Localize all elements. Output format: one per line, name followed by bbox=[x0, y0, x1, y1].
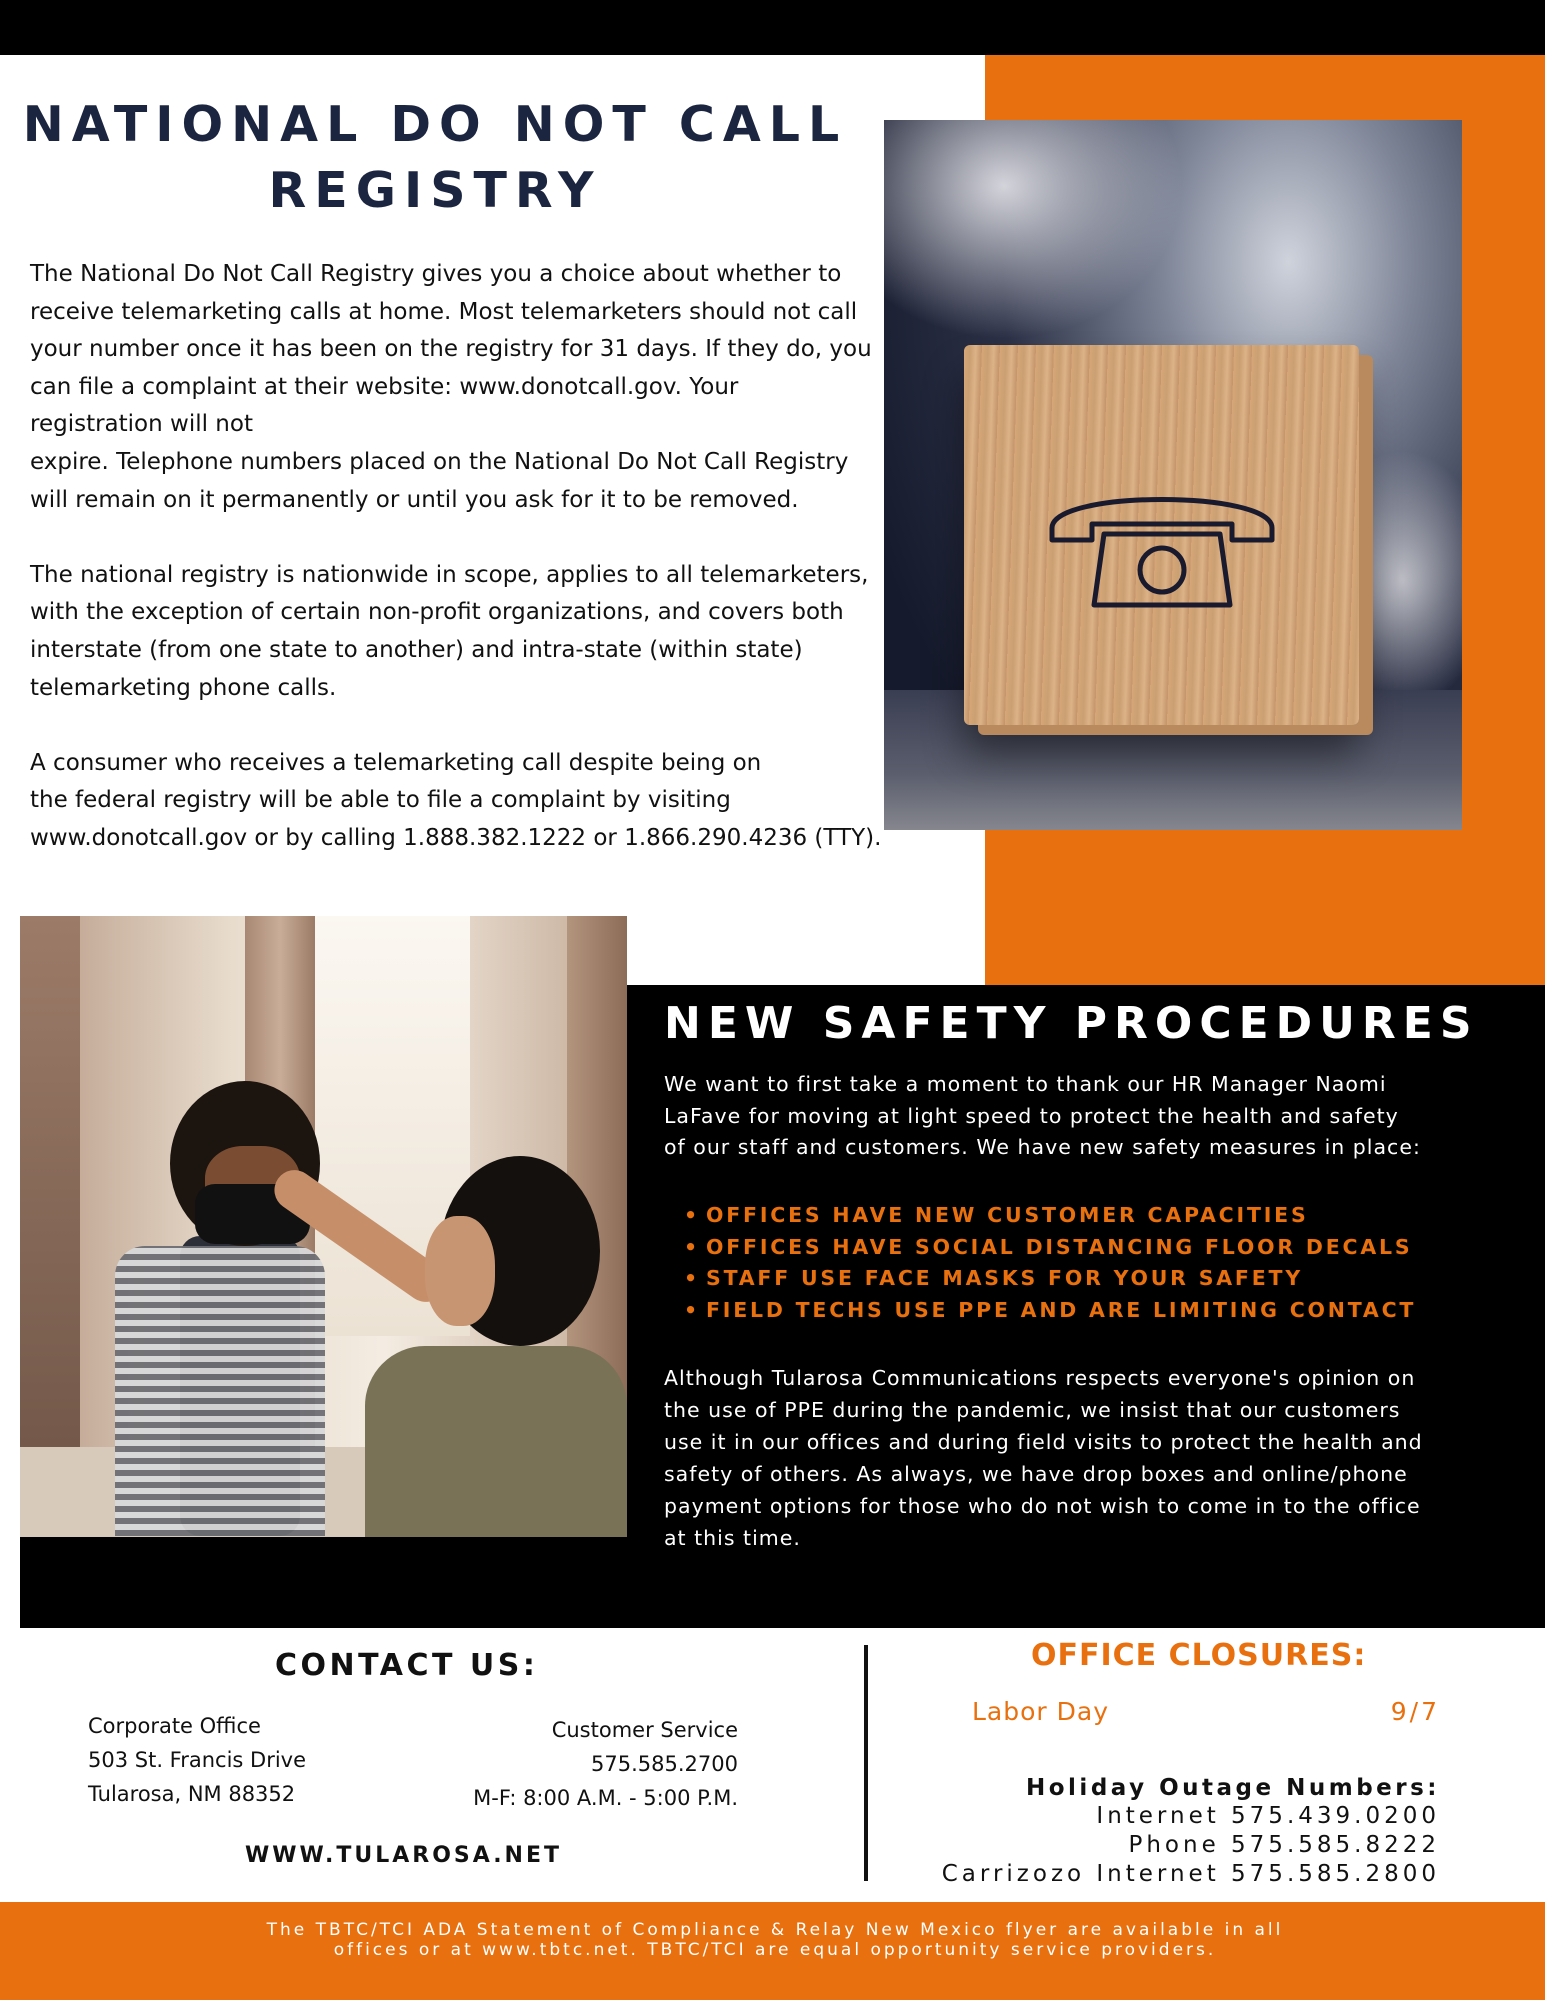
text-line: the use of PPE during the pandemic, we insist that our customers bbox=[664, 1398, 1401, 1422]
list-item-text: OFFICES HAVE NEW CUSTOMER CAPACITIES bbox=[706, 1203, 1309, 1227]
list-item-text: FIELD TECHS USE PPE AND ARE LIMITING CONTACT bbox=[706, 1297, 1417, 1322]
outage-line: Internet 575.439.0200 bbox=[1096, 1803, 1440, 1829]
text-line: LaFave for moving at light speed to protect the health and safety bbox=[664, 1103, 1399, 1128]
text-line: telemarketing phone calls. bbox=[30, 674, 337, 701]
text-line: use it in our offices and during field visits to protect the health and bbox=[664, 1430, 1423, 1454]
text-line: interstate (from one state to another) and intra-state (within state) bbox=[30, 636, 803, 663]
outage-line: Carrizozo Internet 575.585.2800 bbox=[941, 1861, 1440, 1887]
safety-closing bbox=[664, 1362, 1494, 1554]
website-link[interactable]: WWW.TULAROSA.NET bbox=[245, 1843, 563, 1868]
customer-service-phone[interactable]: 575.585.2700 bbox=[591, 1752, 738, 1776]
vertical-divider bbox=[864, 1645, 868, 1881]
photo-boy-shirt bbox=[115, 1246, 325, 1536]
bullet-icon: • bbox=[684, 1297, 700, 1322]
corporate-office-address bbox=[88, 1709, 306, 1811]
text-line: can file a complaint at their website: www.donotcall.gov. Your bbox=[30, 373, 739, 400]
top-bar bbox=[0, 0, 1545, 55]
list-item bbox=[684, 1263, 1416, 1295]
text-line: A consumer who receives a telemarketing call despite being on bbox=[30, 749, 762, 776]
list-item-text: STAFF USE FACE MASKS FOR YOUR SAFETY bbox=[706, 1266, 1303, 1290]
text-line: receive telemarketing calls at home. Most telemarketers should not call bbox=[30, 298, 858, 325]
text-line: your number once it has been on the registry for 31 days. If they do, you bbox=[30, 336, 872, 363]
text-line: at this time. bbox=[664, 1526, 801, 1550]
list-item bbox=[684, 1295, 1416, 1327]
footer-text bbox=[220, 1920, 1330, 1960]
outage-title: Holiday Outage Numbers: bbox=[1026, 1775, 1440, 1801]
mask-fitting-photo bbox=[20, 916, 627, 1537]
safety-title: NEW SAFETY PROCEDURES bbox=[664, 998, 1479, 1049]
dnc-paragraph-3 bbox=[30, 745, 890, 858]
list-item bbox=[684, 1232, 1416, 1264]
photo-woman-body bbox=[365, 1346, 627, 1537]
safety-intro bbox=[664, 1069, 1494, 1164]
text-line: Tularosa, NM 88352 bbox=[88, 1782, 296, 1806]
outage-line: Phone 575.585.8222 bbox=[1128, 1832, 1440, 1858]
dnc-body bbox=[30, 256, 890, 858]
text-line: Corporate Office bbox=[88, 1714, 261, 1738]
list-item-text: OFFICES HAVE SOCIAL DISTANCING FLOOR DECALS bbox=[706, 1234, 1413, 1259]
text-line: safety of others. As always, we have drop boxes and online/phone bbox=[664, 1462, 1408, 1486]
text-line: Customer Service bbox=[551, 1718, 738, 1742]
text-line: payment options for those who do not wish to come in to the office bbox=[664, 1494, 1421, 1518]
text-line: 503 St. Francis Drive bbox=[88, 1748, 307, 1772]
text-line: We want to first take a moment to thank our HR Manager Naomi bbox=[664, 1072, 1387, 1096]
text-line: will remain on it permanently or until you ask for it to be removed. bbox=[30, 486, 799, 513]
text-line: the federal registry will be able to file a complaint by visiting bbox=[30, 787, 731, 814]
telephone-cube-photo bbox=[884, 120, 1462, 830]
text-line: The national registry is nationwide in scope, applies to all telemarketers, bbox=[30, 561, 869, 588]
dnc-paragraph-2 bbox=[30, 557, 890, 707]
photo-wall bbox=[20, 916, 80, 1537]
text-line: of our staff and customers. We have new safety measures in place: bbox=[664, 1135, 1421, 1159]
customer-service-info bbox=[473, 1713, 738, 1815]
list-item bbox=[684, 1200, 1416, 1232]
outage-numbers bbox=[942, 1802, 1440, 1889]
bullet-icon: • bbox=[684, 1234, 700, 1259]
bullet-icon: • bbox=[684, 1203, 700, 1227]
text-line: expire. Telephone numbers placed on the National Do Not Call Registry bbox=[30, 448, 849, 475]
photo-woman-face bbox=[425, 1216, 495, 1326]
photo-bokeh bbox=[884, 120, 1184, 340]
office-closures-title: OFFICE CLOSURES: bbox=[1031, 1638, 1367, 1673]
text-line: www.donotcall.gov or by calling 1.888.382.1222 or 1.866.290.4236 (TTY). bbox=[30, 824, 882, 851]
text-line: Although Tularosa Communications respects everyone's opinion on bbox=[664, 1366, 1416, 1390]
closure-date: 9/7 bbox=[1390, 1697, 1440, 1726]
dnc-title-line-2: REGISTRY bbox=[268, 162, 602, 219]
text-line: The National Do Not Call Registry gives you a choice about whether to bbox=[30, 261, 842, 287]
safety-measures-list bbox=[684, 1200, 1416, 1326]
text-line: with the exception of certain non-profit organizations, and covers both bbox=[30, 599, 844, 626]
text-line: The TBTC/TCI ADA Statement of Compliance & Relay New Mexico flyer are available in all bbox=[266, 1920, 1284, 1940]
text-line: M-F: 8:00 A.M. - 5:00 P.M. bbox=[473, 1786, 738, 1810]
closure-holiday: Labor Day bbox=[972, 1697, 1110, 1726]
bullet-icon: • bbox=[684, 1266, 700, 1290]
dnc-title-line-1: NATIONAL DO NOT CALL bbox=[22, 96, 848, 153]
wooden-cube bbox=[964, 345, 1359, 725]
text-line: registration will not bbox=[30, 411, 253, 438]
telephone-icon bbox=[1042, 480, 1282, 620]
text-line: offices or at www.tbtc.net. TBTC/TCI are equal opportunity service providers. bbox=[333, 1940, 1217, 1960]
dnc-paragraph-1 bbox=[30, 256, 890, 519]
dnc-title bbox=[20, 92, 850, 224]
closure-row bbox=[972, 1697, 1440, 1726]
contact-title: CONTACT US: bbox=[275, 1648, 539, 1683]
